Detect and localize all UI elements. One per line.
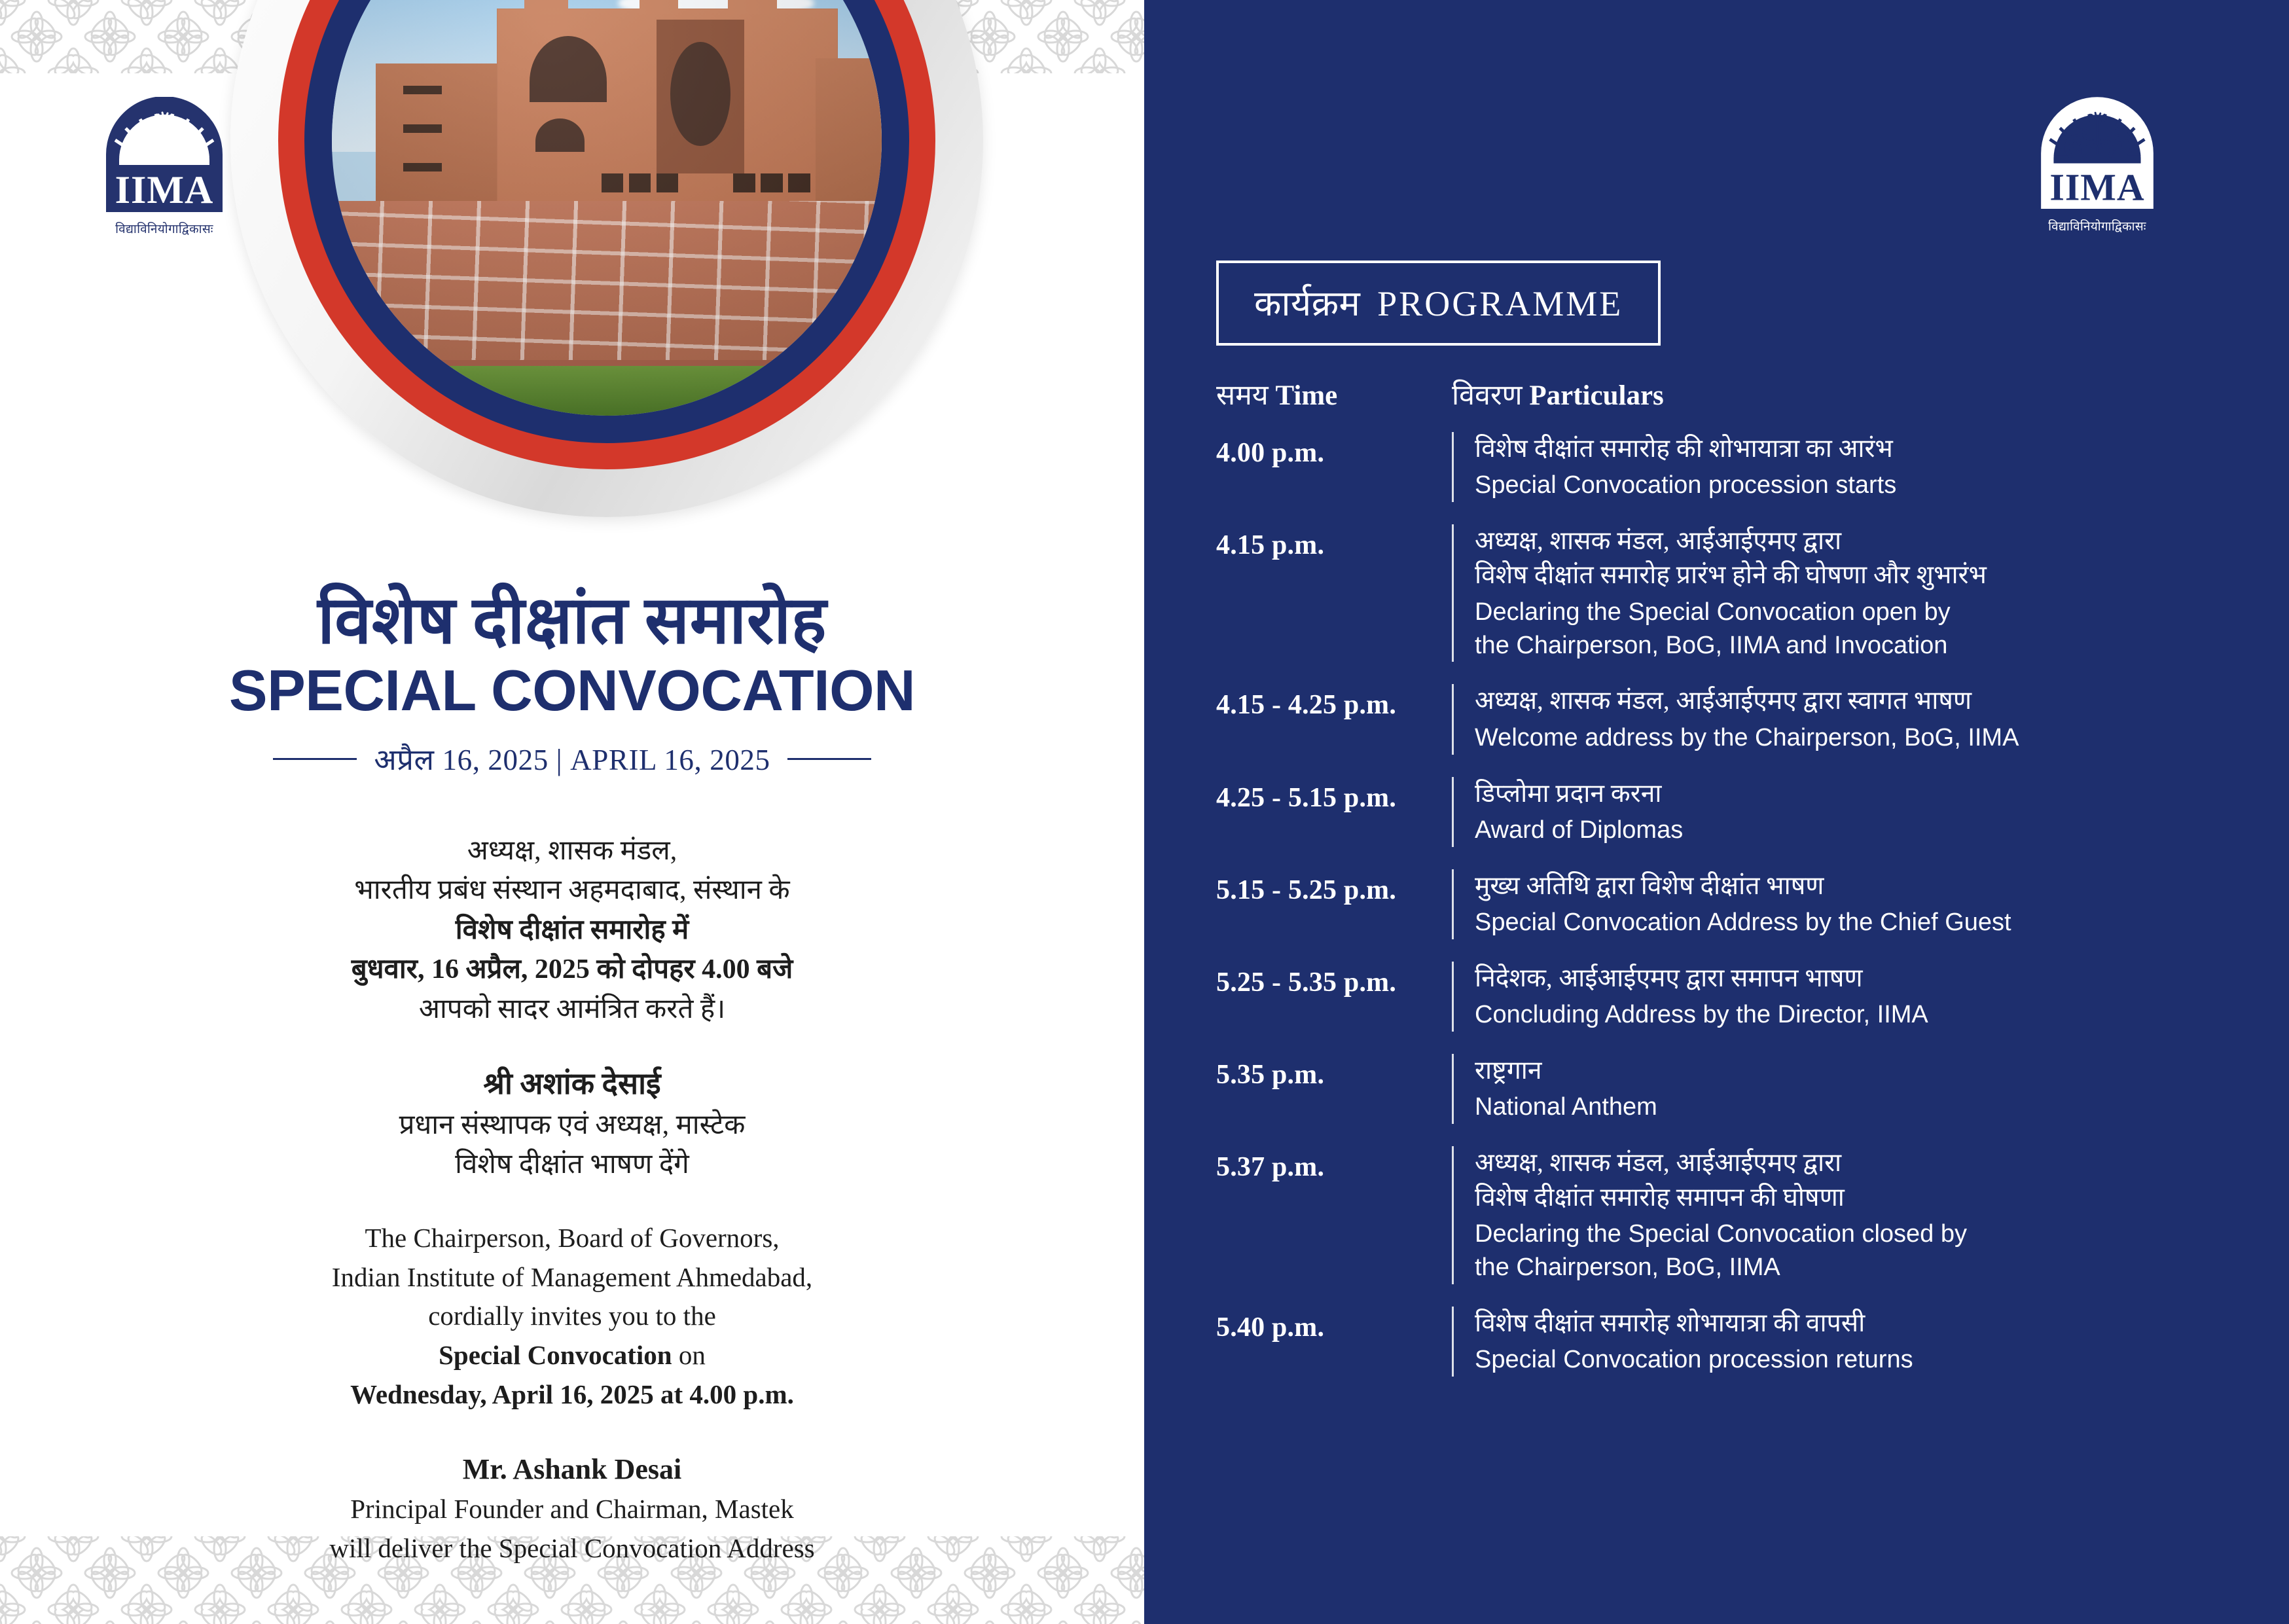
svg-text:IIMA: IIMA xyxy=(115,168,214,211)
speaker-hindi-block xyxy=(0,1063,1144,1184)
svg-text:IIMA: IIMA xyxy=(2049,166,2145,209)
programme-row-time: 4.15 p.m. xyxy=(1216,530,1325,561)
iima-crest-icon xyxy=(2026,97,2169,212)
campus-photo xyxy=(332,0,882,416)
programme-row-hindi-line: विशेष दीक्षांत समारोह शोभायात्रा की वापसी xyxy=(1475,1308,1865,1337)
programme-row xyxy=(1216,684,2263,754)
english-event-tail: on xyxy=(672,1340,706,1371)
column-header-particulars xyxy=(1452,374,1664,413)
programme-label-hindi: कार्यक्रम xyxy=(1254,284,1361,323)
speaker-english-role: will deliver the Special Convocation Address xyxy=(329,1533,815,1564)
english-event-name: Special Convocation xyxy=(439,1340,672,1371)
column-header-time-hindi: समय xyxy=(1216,380,1276,411)
programme-row-time: 5.25 - 5.35 p.m. xyxy=(1216,967,1397,998)
window-slot xyxy=(629,173,651,192)
speaker-hindi-designation: प्रधान संस्थापक एवं अध्यक्ष, मास्टेक xyxy=(399,1110,746,1140)
programme-row-english-line: Declaring the Special Convocation closed by xyxy=(1475,1219,1967,1248)
programme-row-particulars xyxy=(1452,962,2263,1032)
programme-row-particulars xyxy=(1452,1146,2263,1284)
iima-logo xyxy=(90,97,238,234)
iima-logo-inverted xyxy=(2026,97,2169,232)
programme-row xyxy=(1216,432,2263,502)
date-rule-left xyxy=(273,758,357,760)
hindi-datetime-line: बुधवार, 16 अप्रैल, 2025 को दोपहर 4.00 बजे xyxy=(351,954,793,985)
parapet xyxy=(640,0,678,14)
programme-badge-text xyxy=(1254,278,1623,326)
speaker-hindi-role: विशेष दीक्षांत भाषण देंगे xyxy=(455,1149,689,1180)
spacer xyxy=(0,1029,1144,1063)
english-line-3: cordially invites you to the xyxy=(428,1301,716,1331)
programme-row-hindi-line: अध्यक्ष, शासक मंडल, आईआईएमए द्वारा xyxy=(1475,1149,1842,1178)
programme-row-english-line: Welcome address by the Chairperson, BoG, IIMA xyxy=(1475,723,2019,751)
programme-row-hindi-line: विशेष दीक्षांत समारोह की शोभायात्रा का आरंभ xyxy=(1475,435,1893,463)
programme-row-hindi-line: अध्यक्ष, शासक मंडल, आईआईएमए द्वारा स्वागत भाषण xyxy=(1475,687,1972,715)
programme-row-hindi-line: विशेष दीक्षांत समारोह समापन की घोषणा xyxy=(1475,1183,1845,1212)
logo-motto: विद्याविनियोगाद्विकासः xyxy=(115,223,213,236)
programme-column-headers xyxy=(1216,374,2237,413)
hindi-closing-line: आपको सादर आमंत्रित करते हैं। xyxy=(418,994,726,1024)
circular-window xyxy=(670,42,730,147)
window-slot xyxy=(788,173,810,192)
programme-row-time: 5.15 - 5.25 p.m. xyxy=(1216,875,1397,905)
programme-row-time: 4.25 - 5.15 p.m. xyxy=(1216,782,1397,813)
programme-row-english-line: Special Convocation procession starts xyxy=(1475,471,1897,499)
programme-row-particulars xyxy=(1452,869,2263,939)
invitation-english-block xyxy=(0,1219,1144,1415)
speaker-english-designation: Principal Founder and Chairman, Mastek xyxy=(350,1494,794,1525)
programme-panel xyxy=(1144,0,2289,1624)
hindi-event-line: विशेष दीक्षांत समारोह में xyxy=(455,914,689,945)
programme-row-particulars xyxy=(1452,684,2263,754)
programme-schedule xyxy=(1216,432,2263,1399)
speaker-english-name: Mr. Ashank Desai xyxy=(462,1453,682,1485)
programme-row-hindi-line: राष्ट्रगान xyxy=(1475,1056,1542,1085)
invitation-body xyxy=(0,831,1144,1568)
programme-row-particulars xyxy=(1452,1054,2263,1124)
programme-row-english-line: National Anthem xyxy=(1475,1093,1657,1121)
programme-row-time: 5.40 p.m. xyxy=(1216,1312,1325,1343)
speaker-english-block xyxy=(0,1449,1144,1568)
english-line-4 xyxy=(0,1336,1144,1375)
spacer xyxy=(0,1415,1144,1449)
programme-row xyxy=(1216,1307,2263,1377)
logo-motto: विद्याविनियोगाद्विकासः xyxy=(2048,220,2146,234)
parapet xyxy=(524,0,568,14)
title-hindi: विशेष दीक्षांत समारोह xyxy=(317,584,827,657)
programme-row xyxy=(1216,869,2263,939)
column-header-particulars-english: Particulars xyxy=(1529,380,1664,411)
window-slot xyxy=(403,86,442,94)
spacer xyxy=(0,1185,1144,1219)
programme-row-hindi-line: विशेष दीक्षांत समारोह प्रारंभ होने की घोषणा और शुभारंभ xyxy=(1475,561,1987,590)
left-panel xyxy=(0,0,1144,1624)
programme-row-hindi-line: अध्यक्ष, शासक मंडल, आईआईएमए द्वारा xyxy=(1475,527,1842,556)
programme-row xyxy=(1216,1054,2263,1124)
lawn xyxy=(332,366,882,416)
programme-row-english-line: Concluding Address by the Director, IIMA xyxy=(1475,1001,1928,1029)
hindi-line-1: अध्यक्ष, शासक मंडल, xyxy=(467,836,677,866)
programme-row-particulars xyxy=(1452,1307,2263,1377)
programme-row xyxy=(1216,777,2263,847)
speaker-hindi-name: श्री अशांक देसाई xyxy=(483,1067,661,1101)
programme-row-english-line: the Chairperson, BoG, IIMA and Invocation xyxy=(1475,631,1948,659)
paved-plaza xyxy=(332,201,882,366)
programme-row-particulars xyxy=(1452,777,2263,847)
programme-row xyxy=(1216,524,2263,662)
programme-row-english-line: Special Convocation procession returns xyxy=(1475,1345,1913,1373)
invitation-hindi-block xyxy=(0,831,1144,1029)
iima-crest-icon xyxy=(90,97,238,215)
programme-row-time: 4.00 p.m. xyxy=(1216,438,1325,468)
window-slot xyxy=(602,173,624,192)
english-datetime-line: Wednesday, April 16, 2025 at 4.00 p.m. xyxy=(350,1379,794,1410)
programme-row-time: 5.35 p.m. xyxy=(1216,1060,1325,1091)
date-text: अप्रैल 16, 2025 | APRIL 16, 2025 xyxy=(374,743,770,776)
programme-row xyxy=(1216,1146,2263,1284)
programme-row-hindi-line: मुख्य अतिथि द्वारा विशेष दीक्षांत भाषण xyxy=(1475,871,1824,900)
parapet xyxy=(728,0,778,14)
hindi-line-2: भारतीय प्रबंध संस्थान अहमदाबाद, संस्थान के xyxy=(354,875,790,906)
column-header-time-english: Time xyxy=(1275,380,1338,411)
english-line-2: Indian Institute of Management Ahmedabad, xyxy=(331,1261,813,1292)
column-header-particulars-hindi: विवरण xyxy=(1452,380,1530,411)
programme-row-english-line: the Chairperson, BoG, IIMA xyxy=(1475,1253,1780,1281)
programme-row-hindi-line: निदेशक, आईआईएमए द्वारा समापन भाषण xyxy=(1475,964,1863,992)
window-slot xyxy=(657,173,679,192)
programme-row xyxy=(1216,962,2263,1032)
date-row xyxy=(0,739,1144,779)
title-english: SPECIAL CONVOCATION xyxy=(228,658,916,723)
programme-row-english-line: Special Convocation Address by the Chief Guest xyxy=(1475,909,2011,937)
programme-row-particulars xyxy=(1452,432,2263,502)
programme-row-particulars xyxy=(1452,524,2263,662)
column-header-time xyxy=(1216,374,1452,413)
programme-row-time: 5.37 p.m. xyxy=(1216,1152,1325,1183)
programme-row-english-line: Award of Diplomas xyxy=(1475,816,1684,844)
window-slot xyxy=(733,173,755,192)
programme-row-english-line: Declaring the Special Convocation open by xyxy=(1475,598,1951,626)
programme-badge xyxy=(1216,261,1661,346)
programme-row-hindi-line: डिप्लोमा प्रदान करना xyxy=(1475,779,1662,808)
programme-label-english: PROGRAMME xyxy=(1377,284,1623,323)
window-slot xyxy=(403,163,442,171)
window-slot xyxy=(403,124,442,133)
window-slot xyxy=(761,173,783,192)
title-block xyxy=(0,586,1144,779)
programme-row-time: 4.15 - 4.25 p.m. xyxy=(1216,690,1397,721)
date-rule-right xyxy=(787,758,871,760)
english-line-1: The Chairperson, Board of Governors, xyxy=(365,1222,780,1253)
